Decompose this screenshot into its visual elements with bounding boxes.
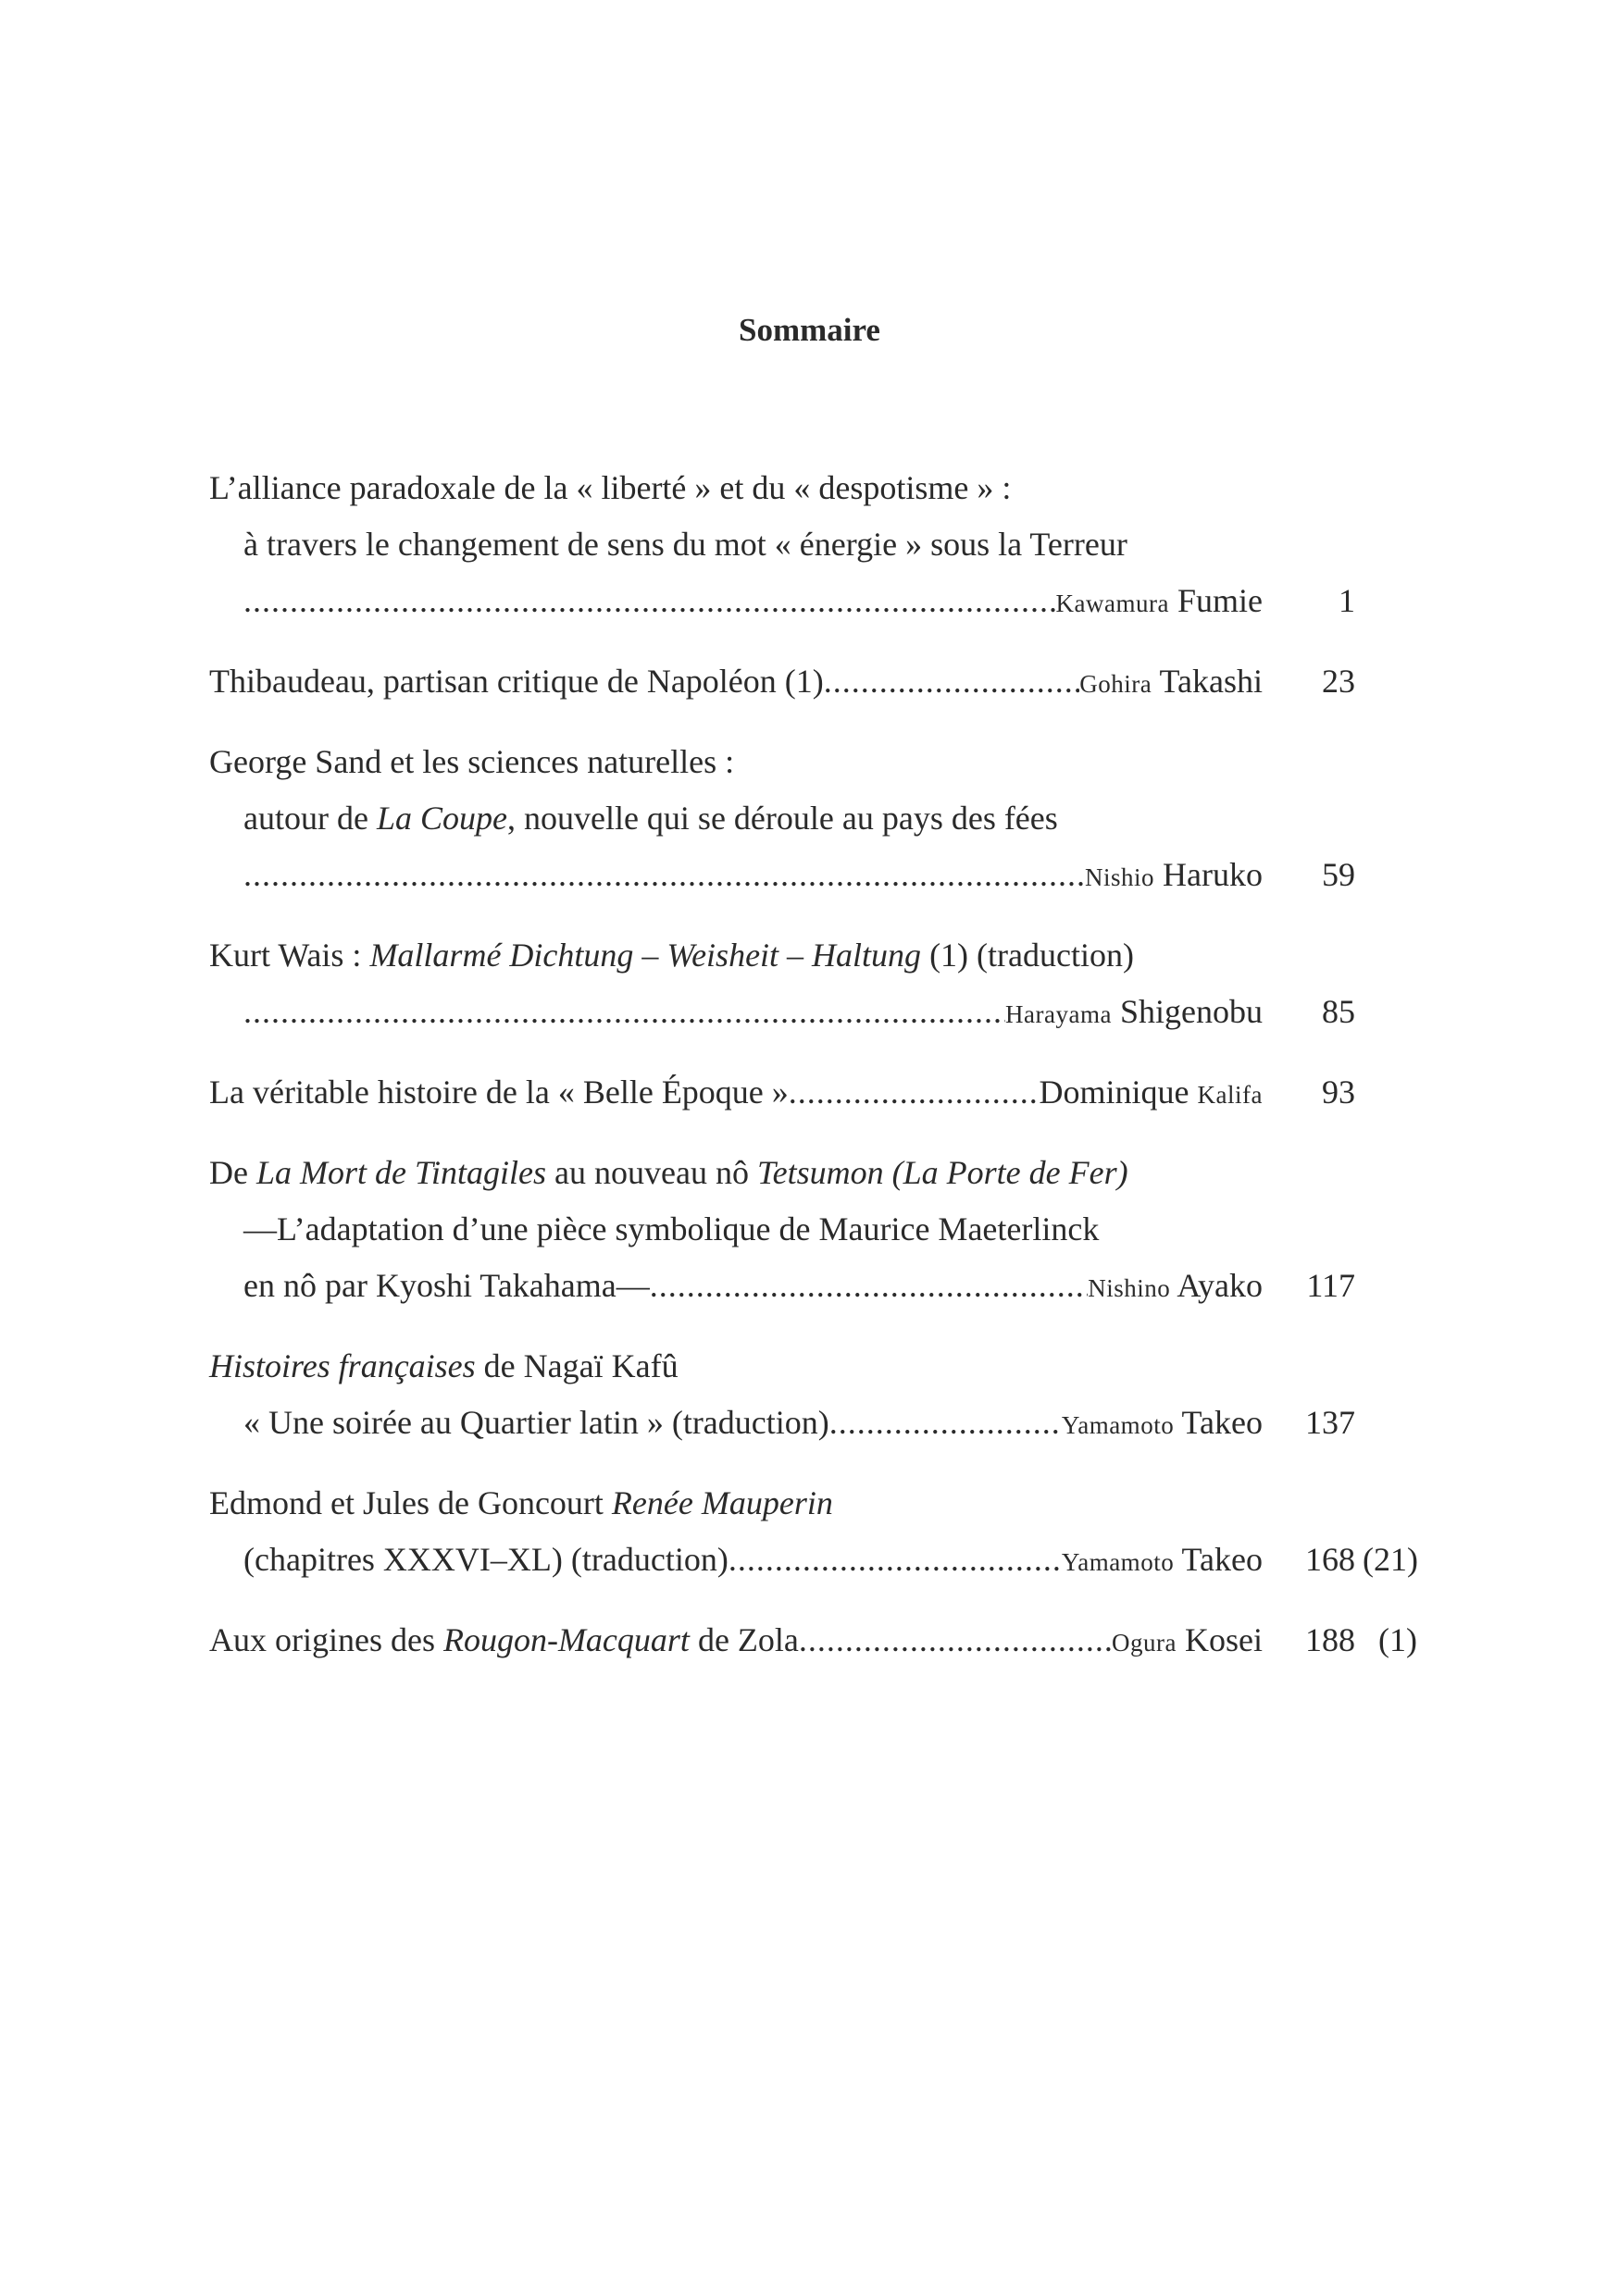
entry-author-line <box>209 1258 1505 1314</box>
page-title: Sommaire <box>739 312 880 348</box>
entry-author-line <box>209 984 1505 1040</box>
entry-title-line <box>209 1612 1505 1669</box>
entry-page-number: 188 <box>1305 1621 1355 1658</box>
entry-author: Gohira Takashi <box>1079 663 1263 700</box>
entry-subtitle: à travers le changement de sens du mot « énergie » sous la Terreur <box>243 526 1127 563</box>
toc-entry[interactable] <box>209 1064 1505 1121</box>
dot-leader <box>243 847 1085 903</box>
entry-title-line <box>209 1064 1505 1121</box>
entry-title: Aux origines des Rougon-Macquart de Zola <box>209 1621 799 1658</box>
entry-author: Ogura Kosei <box>1112 1621 1263 1658</box>
entry-subtitle: « Une soirée au Quartier latin » (traduction) <box>243 1404 829 1441</box>
entry-subtitle-cont: en nô par Kyoshi Takahama— <box>243 1267 650 1304</box>
dot-leader <box>829 1395 1062 1451</box>
entry-title: Edmond et Jules de Goncourt Renée Mauperin <box>209 1484 833 1521</box>
entry-title: La véritable histoire de la « Belle Époque » <box>209 1074 789 1111</box>
entry-author: Kawamura Fumie <box>1055 582 1263 619</box>
entry-title-line <box>209 1475 1505 1532</box>
entry-subtitle-line <box>209 790 1505 847</box>
entry-page-number: 137 <box>1305 1404 1355 1441</box>
dot-leader <box>729 1532 1062 1588</box>
entry-title: L’alliance paradoxale de la « liberté » et du « despotisme » : <box>209 469 1012 506</box>
entry-author-line <box>209 1395 1505 1451</box>
entry-author: Yamamoto Takeo <box>1061 1541 1263 1578</box>
entry-page-number: 59 <box>1322 856 1355 893</box>
toc-entry[interactable] <box>209 734 1505 903</box>
entry-author-line <box>209 573 1505 629</box>
entry-author-line <box>209 1532 1505 1588</box>
entry-author: Nishino Ayako <box>1088 1267 1263 1304</box>
entry-secondary-page: (21) <box>1363 1541 1418 1578</box>
toc-entry[interactable] <box>209 927 1505 1040</box>
toc-entry[interactable] <box>209 1475 1505 1588</box>
entry-subtitle: autour de La Coupe, nouvelle qui se déroule au pays des fées <box>243 800 1058 837</box>
dot-leader <box>824 653 1079 710</box>
table-of-contents <box>209 460 1505 1693</box>
entry-author: Dominique Kalifa <box>1039 1074 1263 1111</box>
entry-title-line <box>209 1338 1505 1395</box>
entry-title-line <box>209 734 1505 790</box>
toc-entry[interactable] <box>209 1145 1505 1314</box>
entry-page-number: 117 <box>1306 1267 1355 1304</box>
entry-page-number: 93 <box>1322 1074 1355 1111</box>
dot-leader <box>799 1612 1112 1669</box>
entry-author: Harayama Shigenobu <box>1005 993 1263 1030</box>
entry-title: Thibaudeau, partisan critique de Napoléon (1) <box>209 663 824 700</box>
entry-title: Kurt Wais : Mallarmé Dichtung – Weisheit – Haltung (1) (traduction) <box>209 937 1134 974</box>
toc-entry[interactable] <box>209 1612 1505 1669</box>
dot-leader <box>789 1064 1040 1121</box>
entry-title: George Sand et les sciences naturelles : <box>209 743 735 780</box>
entry-subtitle-line <box>209 1201 1505 1258</box>
entry-page-number: 85 <box>1322 993 1355 1030</box>
entry-title-line <box>209 927 1505 984</box>
entry-author: Nishio Haruko <box>1085 856 1263 893</box>
dot-leader <box>243 573 1056 629</box>
toc-entry[interactable] <box>209 1338 1505 1451</box>
dot-leader <box>243 984 1005 1040</box>
entry-author: Yamamoto Takeo <box>1061 1404 1263 1441</box>
entry-subtitle: —L’adaptation d’une pièce symbolique de Maurice Maeterlinck <box>243 1210 1100 1247</box>
toc-entry[interactable] <box>209 460 1505 629</box>
entry-title-line <box>209 1145 1505 1201</box>
entry-author-line <box>209 847 1505 903</box>
toc-entry[interactable] <box>209 653 1505 710</box>
entry-title-line <box>209 653 1505 710</box>
dot-leader <box>650 1258 1089 1314</box>
entry-secondary-page: (1) <box>1378 1621 1417 1658</box>
entry-title: Histoires françaises de Nagaï Kafû <box>209 1347 679 1384</box>
entry-title: De La Mort de Tintagiles au nouveau nô Tetsumon (La Porte de Fer) <box>209 1154 1128 1191</box>
entry-subtitle-line <box>209 516 1505 573</box>
entry-page-number: 168 <box>1305 1541 1355 1578</box>
entry-title-line <box>209 460 1505 516</box>
entry-page-number: 23 <box>1322 663 1355 700</box>
entry-subtitle: (chapitres XXXVI–XL) (traduction) <box>243 1541 729 1578</box>
entry-page-number: 1 <box>1339 582 1355 619</box>
